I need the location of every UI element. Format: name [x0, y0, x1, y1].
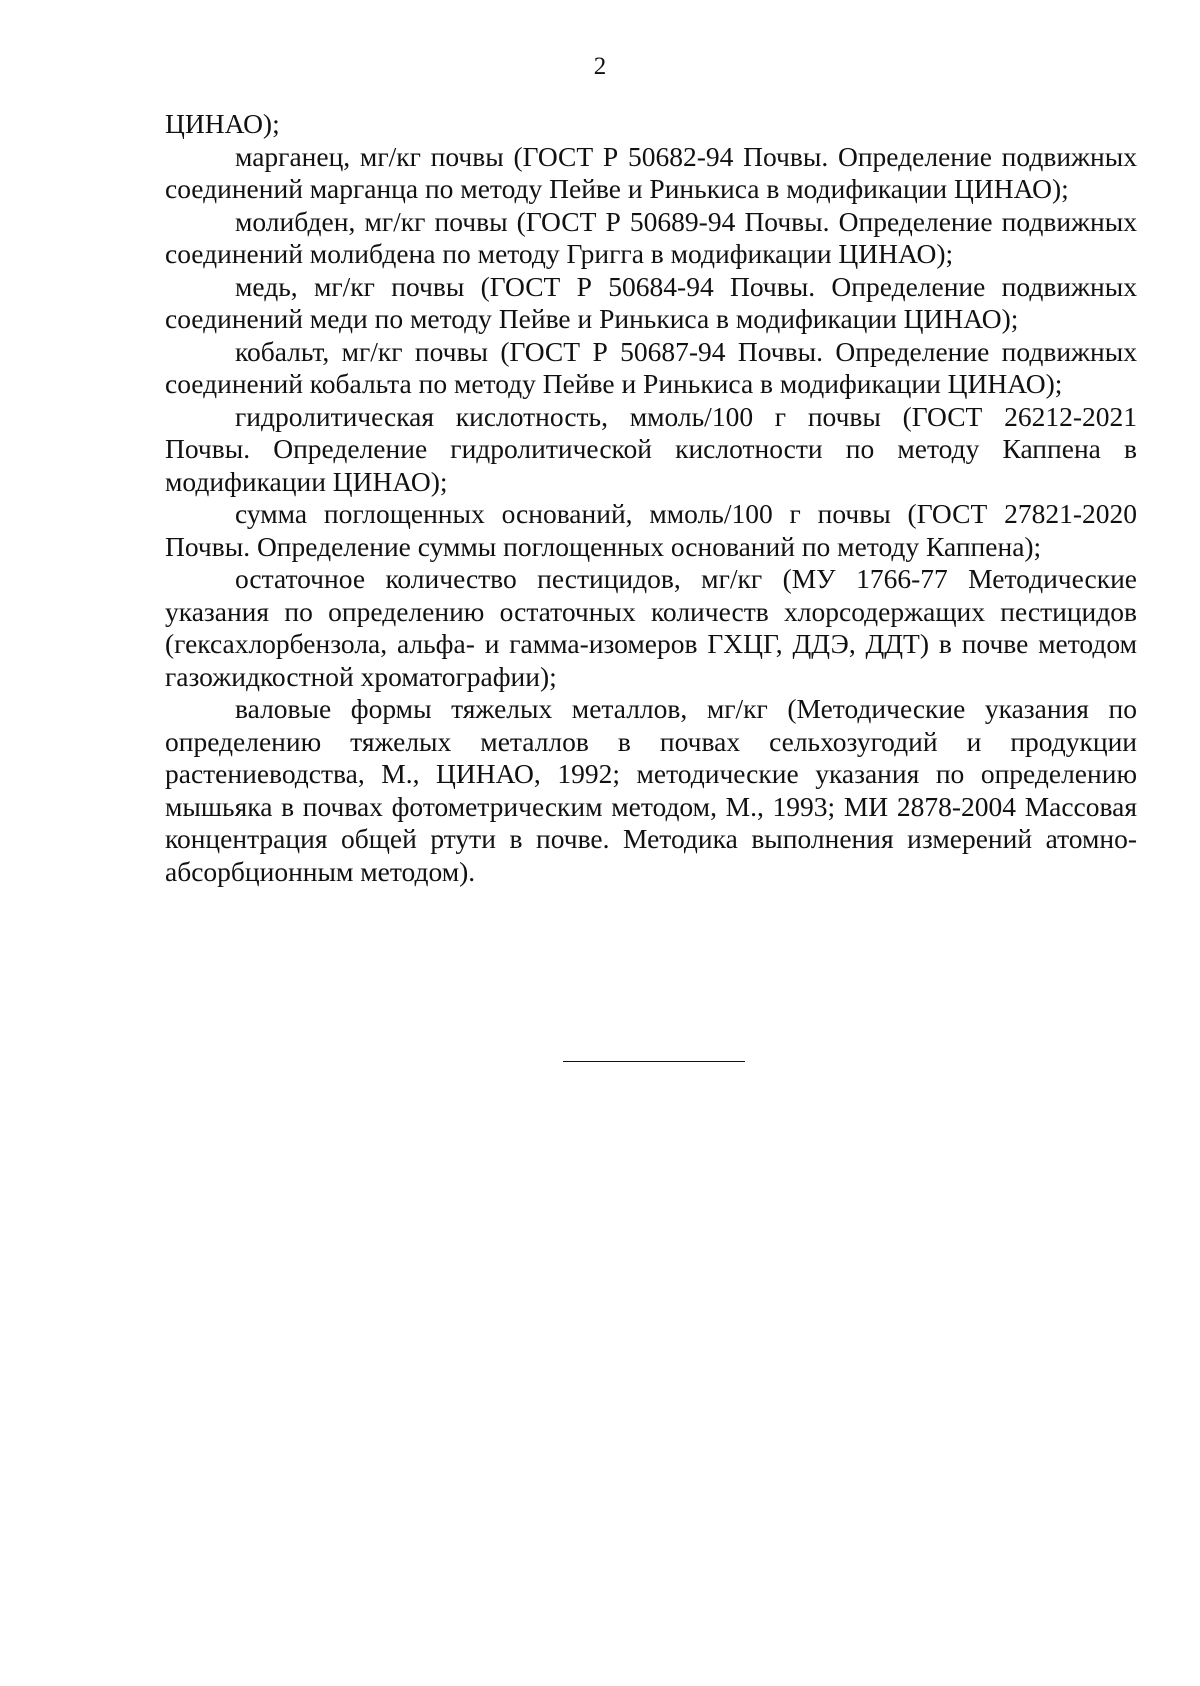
- paragraph-absorbed-bases: сумма поглощенных оснований, ммоль/100 г почвы (ГОСТ 27821-2020 Почвы. Определение суммы поглощенных оснований по методу Каппена);: [165, 498, 1137, 562]
- paragraph-copper: медь, мг/кг почвы (ГОСТ Р 50684-94 Почвы. Определение подвижных соединений меди по методу Пейве и Ринькиса в модификации ЦИНАО);: [165, 270, 1137, 334]
- paragraph-heavy-metals: валовые формы тяжелых металлов, мг/кг (Методические указания по определению тяжелых металлов в почвах сельхозугодий и продукции растениеводства, М., ЦИНАО, 1992; методические указания по определению мышьяка в почвах фотометрическим методом, М., 1993; МИ 2878-2004 Массовая концентрация общей ртути в почве. Методика выполнения измерений атомно-абсорбционным методом).: [165, 693, 1137, 887]
- paragraph-continuation: ЦИНАО);: [165, 108, 280, 139]
- paragraph-pesticides: остаточное количество пестицидов, мг/кг (МУ 1766-77 Методические указания по определению остаточных количеств хлорсодержащих пестицидов (гексахлорбензола, альфа- и гамма-изомеров ГХЦГ, ДДЭ, ДДТ) в почве методом газожидкостной хроматографии);: [165, 563, 1137, 692]
- page-number: 2: [593, 53, 607, 80]
- paragraph-hydrolytic-acidity: гидролитическая кислотность, ммоль/100 г почвы (ГОСТ 26212-2021 Почвы. Определение гидролитической кислотности по методу Каппена в модификации ЦИНАО);: [165, 400, 1137, 497]
- paragraph-molybdenum: молибден, мг/кг почвы (ГОСТ Р 50689-94 Почвы. Определение подвижных соединений молибдена по методу Григга в модификации ЦИНАО);: [165, 205, 1137, 269]
- paragraph-manganese: марганец, мг/кг почвы (ГОСТ Р 50682-94 Почвы. Определение подвижных соединений марганца по методу Пейве и Ринькиса в модификации ЦИНАО);: [165, 140, 1137, 204]
- paragraph-cobalt: кобальт, мг/кг почвы (ГОСТ Р 50687-94 Почвы. Определение подвижных соединений кобальта по методу Пейве и Ринькиса в модификации ЦИНАО);: [165, 335, 1137, 399]
- end-divider-line: [563, 1061, 745, 1062]
- document-body: [165, 108, 1137, 888]
